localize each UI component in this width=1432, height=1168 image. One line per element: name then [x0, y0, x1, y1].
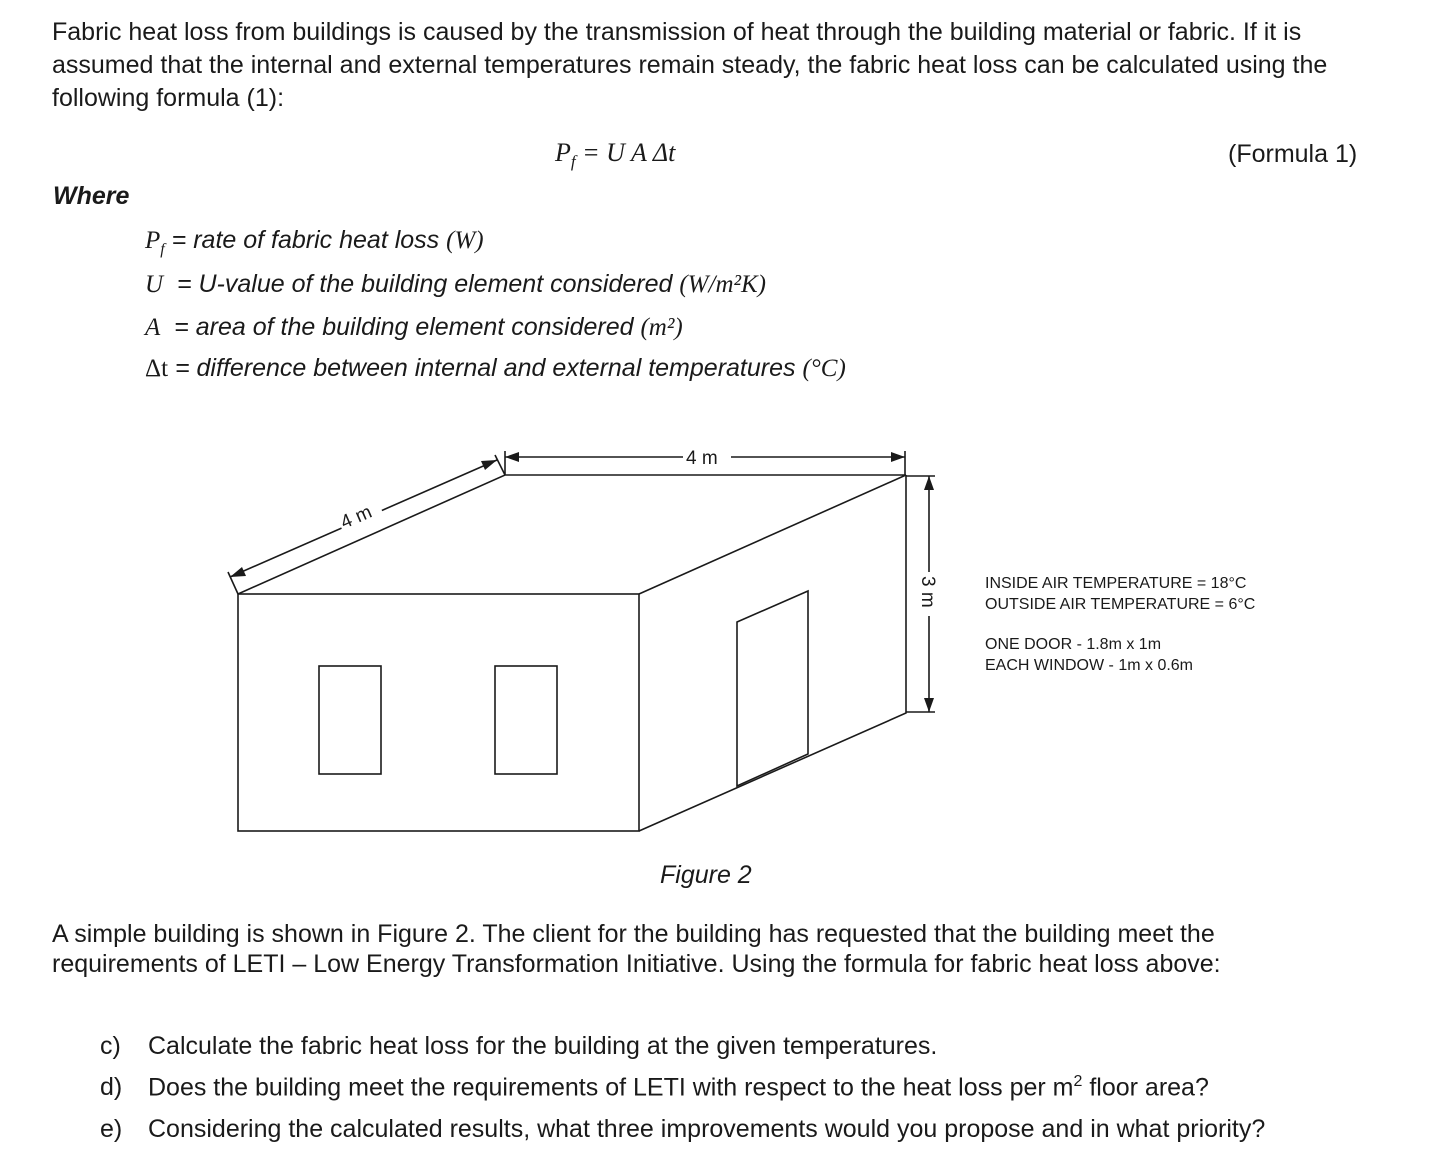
dimension-top-label: 4 m: [686, 448, 718, 469]
question-d: [100, 1073, 1209, 1102]
question-text: Considering the calculated results, what three improvements would you propose and in what priority?: [148, 1115, 1266, 1143]
formula-lhs: P: [555, 138, 571, 167]
arrow-head: [505, 452, 519, 462]
question-letter: d): [100, 1073, 123, 1102]
dimension-lines: [228, 451, 935, 712]
roof-face: [238, 475, 906, 594]
dimension-side-label: 4 m: [337, 501, 376, 534]
question-e: [100, 1115, 1265, 1144]
note-door: ONE DOOR - 1.8m x 1m: [985, 636, 1162, 653]
definition-text: = area of the building element considered: [160, 313, 641, 341]
dimension-height-label-group: [917, 572, 940, 616]
question-text: Does the building meet the requirements of LETI with respect to the heat loss per m: [148, 1073, 1074, 1102]
figure-caption: Figure 2: [660, 861, 752, 889]
dimension-height-label: 3 m: [917, 576, 938, 608]
definition-symbol: U: [145, 271, 164, 298]
formula-lhs-subscript: f: [570, 152, 576, 172]
dimension-diagonal-tick: [495, 455, 505, 475]
question-text-end: floor area?: [1082, 1073, 1209, 1102]
note-inside-temp: INSIDE AIR TEMPERATURE = 18°C: [985, 575, 1247, 592]
definition-text: = U-value of the building element considered: [163, 270, 680, 298]
definition-unit: (m²): [640, 314, 683, 341]
question-c: [100, 1032, 937, 1061]
where-label: Where: [53, 182, 130, 210]
arrow-head: [924, 698, 934, 712]
intro-paragraph: Fabric heat loss from buildings is caused by the transmission of heat through the building material or fabric. If it is assumed that the internal and external temperatures remain steady, the fabric heat loss can be calculated using the following formula (1):: [52, 18, 1328, 112]
question-letter: e): [100, 1115, 123, 1143]
window-left: [319, 666, 381, 774]
definition-text: = difference between internal and external temperatures: [168, 354, 803, 382]
note-window: EACH WINDOW - 1m x 0.6m: [985, 657, 1194, 674]
formula-label: (Formula 1): [1228, 140, 1358, 168]
dimension-arrows: [230, 452, 934, 712]
definition-subscript: f: [160, 241, 165, 258]
note-outside-temp: OUTSIDE AIR TEMPERATURE = 6°C: [985, 596, 1256, 613]
definition-symbol: A: [145, 314, 161, 341]
definition-unit: (W): [446, 227, 484, 254]
definition-unit: (W/m²K): [679, 271, 767, 298]
arrow-head: [230, 567, 246, 577]
front-face: [238, 594, 639, 831]
definition-symbol: Δt: [145, 355, 169, 382]
arrow-head: [924, 476, 934, 490]
window-right: [495, 666, 557, 774]
dimension-side-label-group: [335, 497, 384, 535]
paragraph-2: A simple building is shown in Figure 2. The client for the building has requested that the building meet the requirements of LETI – Low Energy Transformation Initiative. Using the formula for fabric heat loss above:: [52, 920, 1221, 978]
question-letter: c): [100, 1032, 121, 1060]
arrow-head: [481, 460, 497, 470]
door: [737, 591, 808, 786]
definition-text: = rate of fabric heat loss: [164, 226, 447, 254]
side-face: [639, 475, 906, 831]
building-outline: [238, 475, 906, 831]
arrow-head: [891, 452, 905, 462]
definition-unit: (°C): [802, 355, 846, 382]
question-text: Calculate the fabric heat loss for the building at the given temperatures.: [148, 1032, 938, 1060]
formula-rhs: = U A Δt: [582, 138, 676, 167]
definition-symbol: P: [145, 227, 161, 254]
question-superscript: 2: [1073, 1073, 1083, 1090]
